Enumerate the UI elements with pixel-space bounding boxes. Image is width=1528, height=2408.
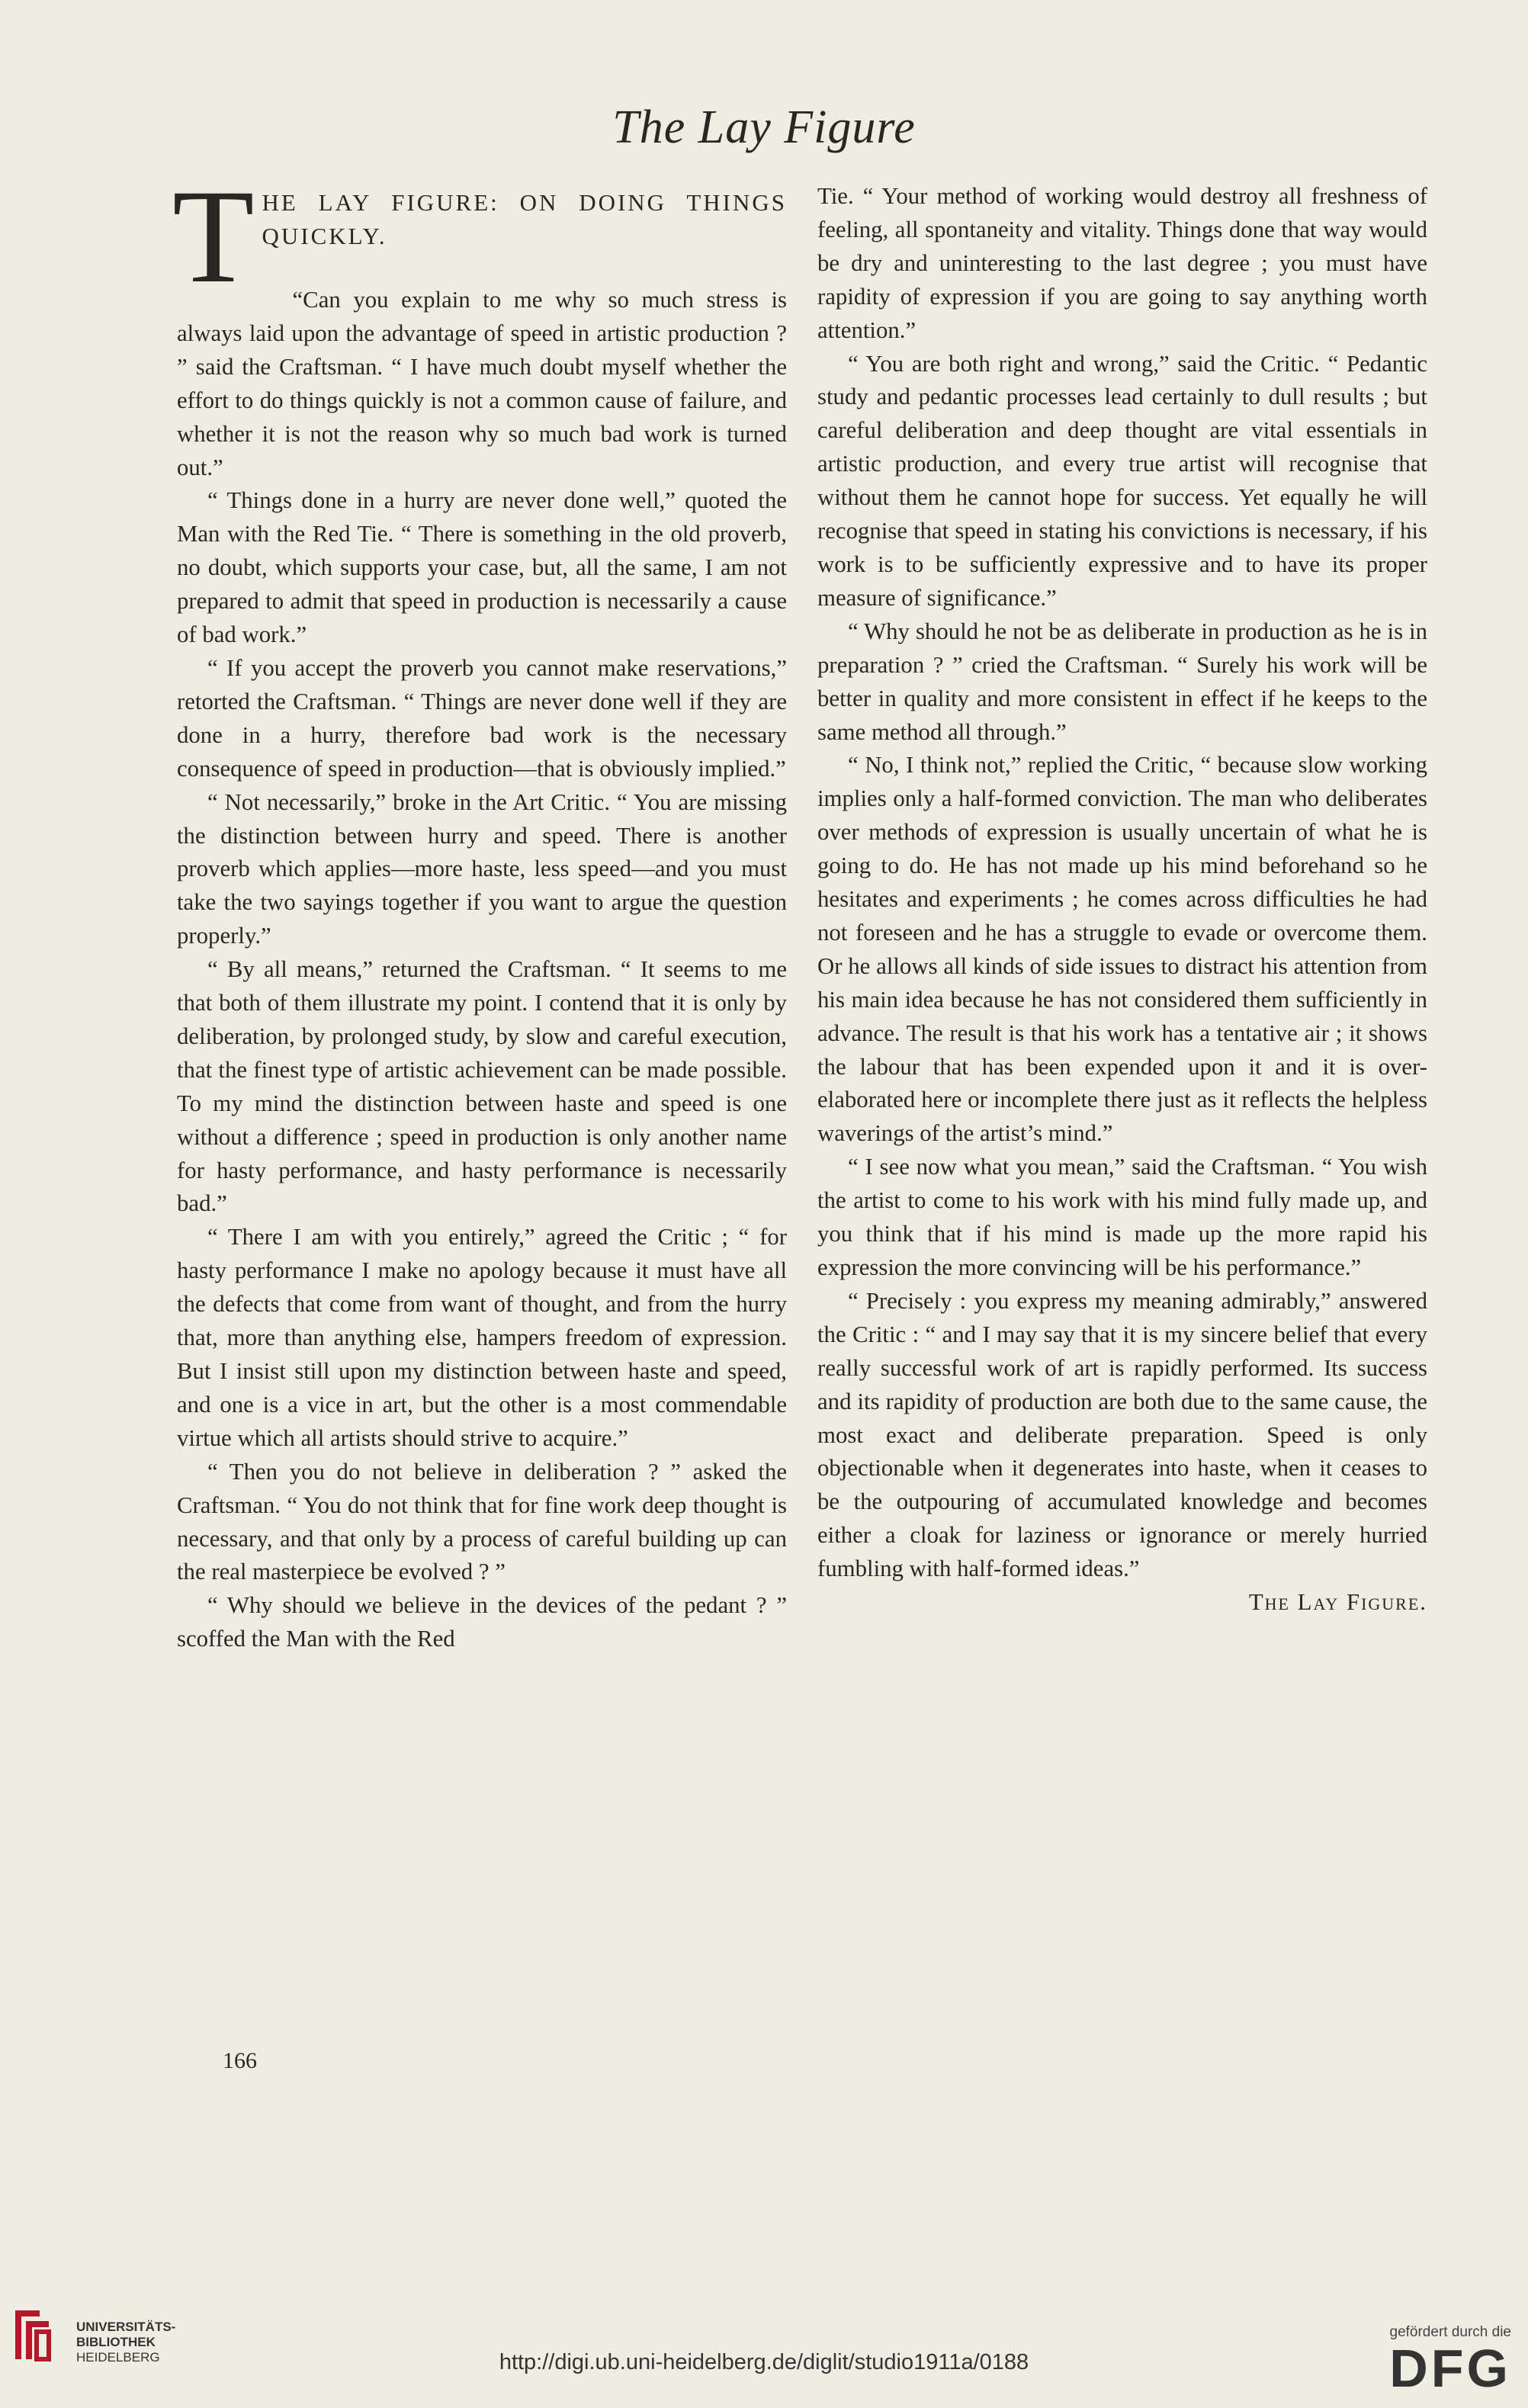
left-column [172,162,787,1656]
university-line: HEIDELBERG [76,2350,160,2365]
page-number: 166 [223,2048,257,2073]
paragraph: “ Not necessarily,” broke in the Art Critic. “ You are missing the distinction between hurry and speed. There is another proverb which applies—more haste, less speed—and you must take the two sayings together if you want to argue the question properly.” [177,788,787,949]
paragraph: “ Precisely : you express my meaning admirably,” answered the Critic : “ and I may say that it is my sincere belief that every really successful work of art is rapidly performed. Its success and its rapidity of production are both due to the same cause, the most exact and deliberate preparation. Speed is only objectionable when it degenerates into haste, when it ceases to be the outpouring of accumulated knowledge and becomes either a cloak for laziness or ignorance or merely hurried fumbling with half-formed ideas.” [817,1287,1427,1582]
footer [0,2288,1528,2408]
dfg-logo: DFG [1389,2339,1511,2398]
paragraph: “ Why should he not be as deliberate in production as he is in preparation ? ” cried the Craftsman. “ Surely his work will be better in quality and more consistent in effect if he keeps to the same method all through.” [817,618,1427,745]
paragraph: “ You are both right and wrong,” said the Critic. “ Pedantic study and pedantic processes lead certainly to dull results ; but careful deliberation and deep thought are vital essentials in artistic production, and every true artist will recognise that without them he cannot hope for success. Yet equally he will recognise that speed in stating his convictions is necessary, if his work is to be sufficiently expressive and to have its proper measure of significance.” [817,350,1427,611]
drop-cap: T [172,162,255,311]
sponsor-text: gefördert durch die [1389,2324,1511,2340]
source-url-link[interactable]: http://digi.ub.uni-heidelberg.de/diglit/studio1911a/0188 [499,2350,1029,2374]
paragraph: “ By all means,” returned the Craftsman. “ It seems to me that both of them illustrate my point. I contend that it is only by deliberation, by prolonged study, by slow and careful execution, that the finest type of artistic achievement can be made possible. To my mind the distinction between haste and speed is one without a difference ; speed in production is only another name for hasty performance, and hasty performance is necessarily bad.” [177,956,787,1217]
paragraph-continued: Tie. “ Your method of working would destroy all freshness of feeling, all spontaneity and vitality. Things done that way would be dry and uninteresting to the last degree ; you must have rapidity of expression if you are going to say anything worth attention.” [817,183,1427,343]
paragraph: “ Things done in a hurry are never done well,” quoted the Man with the Red Tie. “ There is something in the old proverb, no doubt, which supports your case, but, all the same, I am not prepared to admit that speed in production is necessarily a cause of bad work.” [177,487,787,648]
university-line: BIBLIOTHEK [76,2335,156,2349]
university-line: UNIVERSITÄTS- [76,2320,176,2334]
signature: The Lay Figure. [1248,1589,1427,1616]
article-heading [172,162,787,311]
paragraph: “ Why should we believe in the devices of the pedant ? ” scoffed the Man with the Red [177,1592,787,1652]
sponsor-block [1389,2324,1511,2396]
article-heading-text: HE LAY FIGURE: ON DOING THINGS QUICKLY. [262,189,787,249]
paragraph: “ There I am with you entirely,” agreed the Critic ; “ for hasty performance I make no apology because it must have all the defects that come from want of thought, and from the hurry that, more than anything else, hampers freedom of expression. But I insist still upon my distinction between haste and speed, and one is a vice in art, but the other is a most commendable virtue which all artists should strive to acquire.” [177,1224,787,1451]
paragraph: “ Then you do not believe in deliberation ? ” asked the Craftsman. “ You do not think that for fine work deep thought is necessary, and that only by a process of careful building up can the real masterpiece be evolved ? ” [177,1458,787,1585]
right-column [817,180,1427,1620]
paragraph: “ No, I think not,” replied the Critic, “ because slow working implies only a half-formed conviction. The man who deliberates over methods of expression is usually uncertain of what he is going to do. He has not made up his mind beforehand so he hesitates and experiments ; he comes across difficulties he had not foreseen and he has a struggle to evade or overcome them. Or he allows all kinds of side issues to distract his attention from his main idea because he has not considered them sufficiently in advance. The result is that his work has a tentative air ; it shows the labour that has been expended upon it and it is over-elaborated here or incomplete there just as it reflects the helpless waverings of the artist’s mind.” [817,752,1427,1147]
paragraph: “ If you accept the proverb you cannot make reservations,” retorted the Craftsman. “ Things are never done well if they are done in a hurry, therefore bad work is the necessary consequence of speed in production—that is obviously implied.” [177,654,787,782]
paragraph: “Can you explain to me why so much stress is always laid upon the advantage of speed in artistic production ? ” said the Craftsman. “ I have much doubt myself whether the effort to do things quickly is not a common cause of failure, and whether it is not the reason why so much bad work is turned out.” [177,287,787,480]
page-title: The Lay Figure [612,101,916,153]
paragraph: “ I see now what you mean,” said the Craftsman. “ You wish the artist to come to his work with his mind fully made up, and you think that if his mind is made up the more rapid his expression the more convincing will be his performance.” [817,1154,1427,1280]
